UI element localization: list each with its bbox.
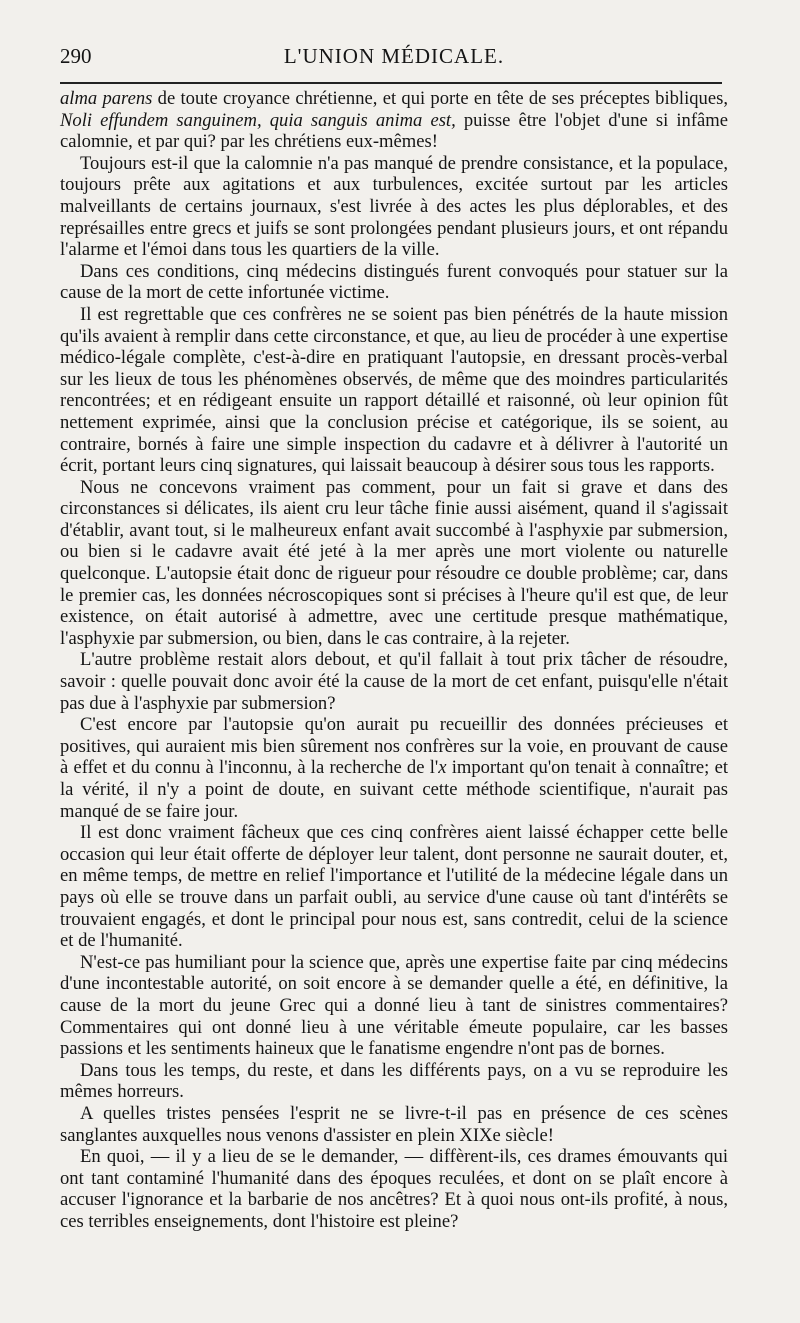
- paragraph-8: Il est donc vraiment fâcheux que ces cinq confrères aient laissé échapper cette belle occasion qui leur était offerte de déployer leur talent, dont personne ne saurait douter, et, en même temps, de mettre en relief l'importance et l'utilité de la médecine légale dans un pays où elle se trouve dans un parfait oubli, au service d'une cause où tant d'intérêts se trouvaient engagés, et dont le principal pour nous est, sans contredit, celui de la science et de l'humanité.: [60, 822, 728, 952]
- page-number: 290: [60, 44, 92, 68]
- latin-quote: Noli effundem sanguinem, quia sanguis anima est,: [60, 109, 456, 131]
- paragraph-6: L'autre problème restait alors debout, et qu'il fallait à tout prix tâcher de résoudre, savoir : quelle pouvait donc avoir été la cause de la mort de cet enfant, puisqu'elle n'était pas due à l'asphyxie par submersion?: [60, 649, 728, 714]
- paragraph-1: [60, 88, 728, 153]
- header-rule: [60, 82, 722, 84]
- body-text: [60, 88, 728, 1232]
- paragraph-10: Dans tous les temps, du reste, et dans les différents pays, on a vu se reproduire les mêmes horreurs.: [60, 1059, 728, 1103]
- paragraph-9: N'est-ce pas humiliant pour la science que, après une expertise faite par cinq médecins d'une incontestable autorité, on soit encore à se demander quelle a été, en définitive, la cause de la mort du jeune Grec qui a donné lieu à tant de sinistres commentaires? Commentaires qui ont donné lieu à une véritable émeute populaire, car les basses passions et les sentiments haineux que le fanatisme engendre n'ont pas de bornes.: [60, 951, 728, 1060]
- italic-x: x: [438, 757, 447, 779]
- running-title: L'UNION MÉDICALE.: [283, 44, 505, 68]
- text-run: de toute croyance chrétienne, et qui porte en tête de ses préceptes bibliques,: [152, 88, 728, 109]
- paragraph-12: En quoi, — il y a lieu de se le demander, — diffèrent-ils, ces drames émouvants qui ont tant contaminé l'humanité dans des époques reculées, et dont on se plaît encore à accuser l'ignorance et la barbarie de nos ancêtres? Et à quoi nous ont-ils profité, à nous, ces terribles enseignements, dont l'histoire est pleine?: [60, 1146, 728, 1232]
- paragraph-4: Il est regrettable que ces confrères ne se soient pas bien pénétrés de la haute mission qu'ils avaient à remplir dans cette circonstance, et que, au lieu de procéder à une expertise médico-légale complète, c'est-à-dire en pratiquant l'autopsie, en dressant procès-verbal sur les lieux de tous les phénomènes observés, de même que des moindres particularités rencontrées; et en rédigeant ensuite un rapport détaillé et raisonné, où leur opinion fût nettement exprimée, ainsi que la conclusion précise et catégorique, ils se soient, au contraire, bornés à faire une simple inspection du cadavre et à délivrer à l'autorité un écrit, portant leurs cinq signatures, qui laissait beaucoup à désirer sous tous les rapports.: [60, 303, 728, 477]
- paragraph-5: Nous ne concevons vraiment pas comment, pour un fait si grave et dans des circonstances si délicates, ils aient cru leur tâche finie aussi aisément, quand il s'agissait d'établir, avant tout, si le malheureux enfant avait succombé à l'asphyxie par submersion, ou bien si le cadavre avait été jeté à la mer après une mort violente ou naturelle quelconque. L'autopsie était donc de rigueur pour résoudre ce double problème; car, dans le premier cas, les données nécroscopiques sont si précises à l'heure qu'il est que, de leur existence, on était autorisé à admettre, avec une certitude presque mathématique, l'asphyxie par submersion, ou bien, dans le cas contraire, à la rejeter.: [60, 476, 728, 649]
- page-header: [60, 44, 728, 74]
- text-run: important qu'on tenait à connaître; et la vérité, il n'y a point de doute, en suivant cette méthode scientifique, n'aurait pas manqué de se faire jour.: [60, 757, 728, 822]
- paragraph-2: Toujours est-il que la calomnie n'a pas manqué de prendre consistance, et la populace, toujours prête aux agitations et aux turbulences, excitée surtout par les articles malveillants de certains journaux, s'est livrée à des actes les plus déplorables, et des représailles entre grecs et juifs se sont prolongées pendant plusieurs jours, et ont répandu l'alarme et l'émoi dans tous les quartiers de la ville.: [60, 152, 728, 261]
- paragraph-3: Dans ces conditions, cinq médecins distingués furent convoqués pour statuer sur la cause de la mort de cette infortunée victime.: [60, 260, 728, 304]
- text-run: puisse être l'objet d'une si infâme calomnie, et par qui? par les chrétiens eux-mêmes!: [60, 109, 729, 153]
- italic-phrase: alma parens: [60, 88, 153, 109]
- paragraph-7: [60, 714, 728, 822]
- text-run: C'est encore par l'autopsie qu'on aurait pu recueillir des données précieuses et positives, qui auraient mis bien sûrement nos confrères sur la voie, en prouvant de cause à effet et du connu à l'inconnu, à la recherche de l': [60, 714, 728, 779]
- paragraph-11: A quelles tristes pensées l'esprit ne se livre-t-il pas en présence de ces scènes sanglantes auxquelles nous venons d'assister en plein XIXe siècle!: [60, 1102, 728, 1146]
